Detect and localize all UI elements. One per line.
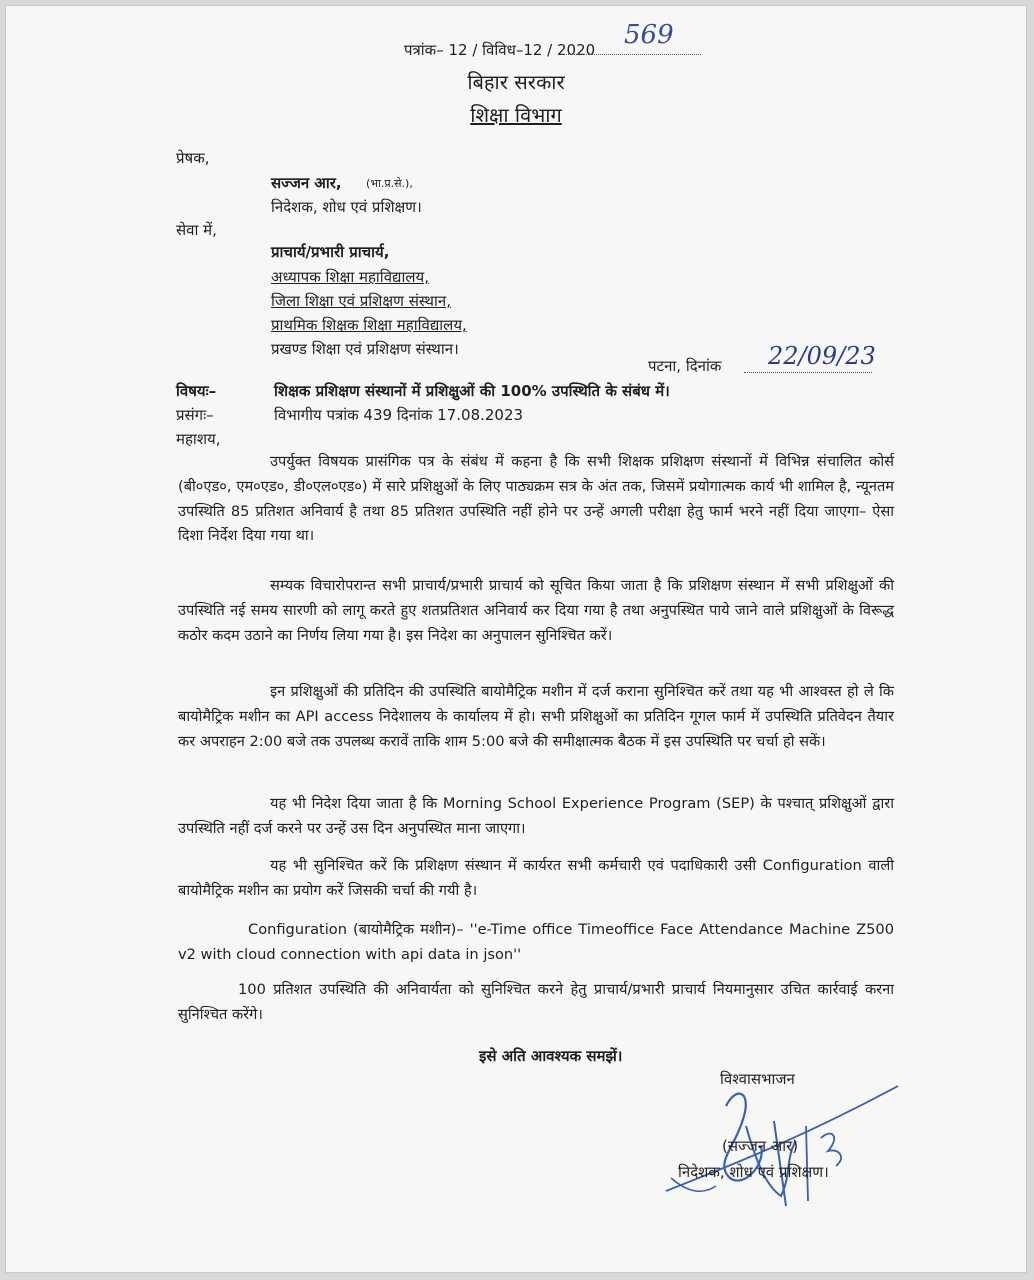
letter-page [6,6,1026,1272]
sender-service: (भा.प्र.से.), [366,177,413,190]
paragraph-3: इन प्रशिक्षुओं की प्रतिदिन की उपस्थिति बायोमैट्रिक मशीन में दर्ज कराना सुनिश्चित करें तथा यह भी आश्वस्त हो ले कि बायोमैट्रिक मशीन का API access निदेशालय के कार्यालय में हो। सभी प्रशिक्षुओं का प्रतिदिन गूगल फार्म में उपस्थिति प्रतिवेदन तैयार कर अपराहन 2:00 बजे तक उपलब्ध करावें ताकि शाम 5:00 बजे की समीक्षात्मक बैठक में इस उपस्थिति पर चर्चा हो सकें। [178,683,894,750]
recipient-line-4: प्राथमिक शिक्षक शिक्षा महाविद्यालय, [271,316,467,334]
reference-number-line [561,54,701,55]
subject-text: शिक्षक प्रशिक्षण संस्थानों में प्रशिक्षुओं की 100% उपस्थिति के संबंध में। [274,382,670,400]
handwritten-date: 22/09/23 [768,342,876,370]
recipient-line-2: अध्यापक शिक्षा महाविद्यालय, [271,268,430,286]
recipient-label: सेवा में, [176,221,217,239]
salutation: महाशय, [176,430,221,448]
paragraph-2: सम्यक विचारोपरान्त सभी प्राचार्य/प्रभारी प्राचार्य को सूचित किया जाता है कि प्रशिक्षण संस्थान में सभी प्रशिक्षुओं की उपस्थिति नई समय सारणी को लागू करते हुए शतप्रतिशत अनिवार्य कर दिया गया है तथा अनुपस्थित पाये जाने वाले प्रशिक्षुओं के विरूद्ध कठोर कदम उठाने का निर्णय लिया गया है। इस निदेश का अनुपालन सुनिश्चित करें। [178,577,894,644]
sender-designation: निदेशक, शोध एवं प्रशिक्षण। [271,198,422,216]
signatory-designation: निदेशक, शोध एवं प्रशिक्षण। [678,1163,829,1181]
date-label: पटना, दिनांक [648,357,722,375]
paragraph-7: 100 प्रतिशत उपस्थिति की अनिवार्यता को सुनिश्चित करने हेतु प्राचार्य/प्रभारी प्राचार्य नियमानुसार उचित कार्रवाई करना सुनिश्चित करेंगे। [178,981,894,1023]
reference-text: विभागीय पत्रांक 439 दिनांक 17.08.2023 [274,406,524,424]
paragraph-6-configuration: Configuration (बायोमैट्रिक मशीन)– ''e-Time office Timeoffice Face Attendance Machine Z500 v2 with cloud connection with api data in json'' [178,921,894,963]
government-heading: बिहार सरकार [467,70,565,94]
reference-number: पत्रांक– 12 / विविध–12 / 2020 [404,41,596,59]
paragraph-1: उपर्युक्त विषयक प्रासंगिक पत्र के संबंध में कहना है कि सभी शिक्षक प्रशिक्षण संस्थानों में विभिन्न संचालित कोर्स (बी०एड०, एम०एड०, डी०एल०एड०) में सारे प्रशिक्षुओं के लिए पाठ्यक्रम सत्र के अंत तक, जिसमें प्रयोगात्मक कार्य भी शामिल है, न्यूनतम उपस्थिति 85 प्रतिशत अनिवार्य है तथा 85 प्रतिशत उपस्थिति नहीं होने पर उन्हें अगली परीक्षा हेतु फार्म भरने नहीं दिया जाएगा– ऐसा दिशा निर्देश दिया गया था। [178,453,894,545]
sender-label: प्रेषक, [176,149,210,167]
reference-handwritten-number: 569 [624,20,674,50]
signatory-name: (सज्जन आर) [722,1137,799,1155]
sender-name: सज्जन आर, [271,174,342,192]
recipient-line-5: प्रखण्ड शिक्षा एवं प्रशिक्षण संस्थान। [271,340,459,358]
date-line [744,372,872,373]
recipient-line-1: प्राचार्य/प्रभारी प्राचार्य, [271,243,390,261]
recipient-line-3: जिला शिक्षा एवं प्रशिक्षण संस्थान, [271,292,451,310]
paragraph-4: यह भी निदेश दिया जाता है कि Morning School Experience Program (SEP) के पश्चात् प्रशिक्षुओं द्वारा उपस्थिति नहीं दर्ज करने पर उन्हें उस दिन अनुपस्थित माना जाएगा। [178,795,894,837]
subject-label: विषयः– [176,382,217,400]
closing-regards: विश्वासभाजन [720,1070,795,1088]
reference-label: प्रसंगः– [176,406,214,424]
paragraph-5: यह भी सुनिश्चित करें कि प्रशिक्षण संस्थान में कार्यरत सभी कर्मचारी एवं पदाधिकारी उसी Configuration वाली बायोमैट्रिक मशीन का प्रयोग करें जिसकी चर्चा की गयी है। [178,857,894,899]
department-heading: शिक्षा विभाग [470,103,562,127]
closing-note: इसे अति आवश्यक समझें। [479,1047,623,1065]
